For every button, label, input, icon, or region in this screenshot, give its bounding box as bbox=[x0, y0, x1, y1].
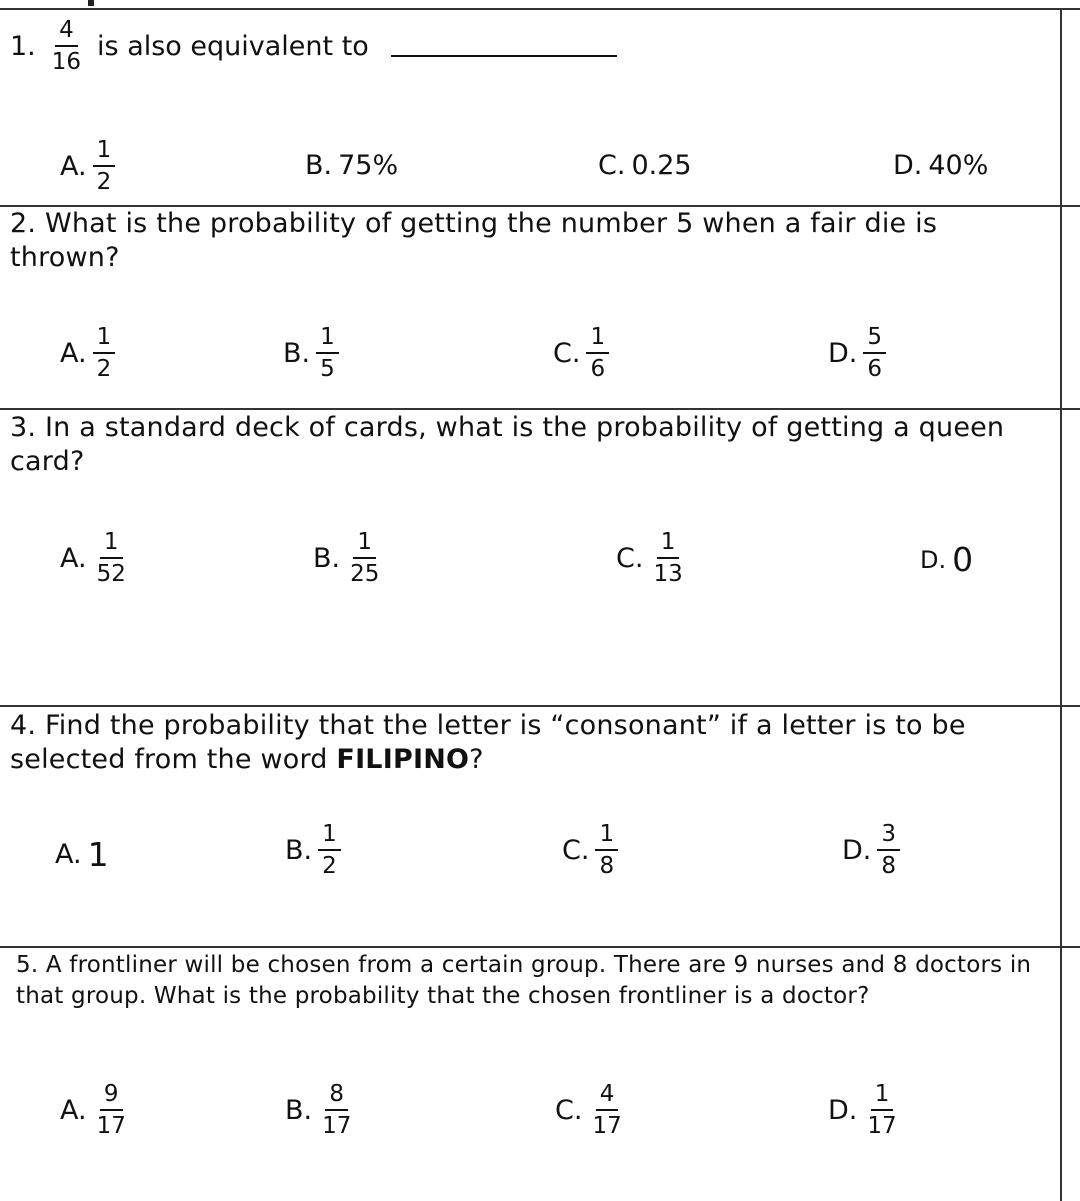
q3-choice-d[interactable]: D. 0 bbox=[920, 540, 974, 579]
question-text: is also equivalent to bbox=[97, 30, 369, 62]
question-fraction: $\frac{4}{16}$ bbox=[51, 17, 82, 75]
question-number: 1. bbox=[10, 30, 36, 62]
q3-choice-c[interactable]: C. $\frac{1}{13}$ bbox=[616, 529, 683, 587]
q2-choice-b[interactable]: B. $\frac{1}{5}$ bbox=[283, 325, 339, 381]
q5-choice-b[interactable]: B. $\frac{8}{17}$ bbox=[285, 1081, 352, 1139]
q5-choice-a[interactable]: A. $\frac{9}{17}$ bbox=[60, 1081, 126, 1139]
q2-choice-d[interactable]: D. $\frac{5}{6}$ bbox=[828, 325, 886, 381]
q4-choice-b[interactable]: B. $\frac{1}{2}$ bbox=[285, 822, 341, 878]
q5-choice-c[interactable]: C. $\frac{4}{17}$ bbox=[555, 1081, 622, 1139]
q3-choice-b[interactable]: B. $\frac{1}{25}$ bbox=[313, 529, 380, 587]
q2-choice-c[interactable]: C. $\frac{1}{6}$ bbox=[553, 325, 609, 381]
divider-3 bbox=[0, 705, 1080, 707]
question-1 bbox=[10, 18, 617, 74]
question-5: 5. A frontliner will be chosen from a certain group. There are 9 nurses and 8 doctors in that group. What is the probability that the chosen frontliner is a doctor? bbox=[16, 952, 1032, 1009]
q3-choice-a[interactable]: A. $\frac{1}{52}$ bbox=[60, 529, 126, 587]
answer-blank bbox=[391, 35, 617, 57]
q4-choice-c[interactable]: C. $\frac{1}{8}$ bbox=[562, 822, 618, 878]
right-border bbox=[1060, 8, 1062, 1201]
q2-choice-a[interactable]: A. $\frac{1}{2}$ bbox=[60, 325, 115, 381]
question-4: 4. Find the probability that the letter is “consonant” if a letter is to be selected from the word FILIPINO? bbox=[10, 710, 966, 775]
q4-choice-a[interactable]: A. 1 bbox=[55, 835, 109, 874]
q4-choice-d[interactable]: D. $\frac{3}{8}$ bbox=[842, 822, 900, 878]
bold-word: FILIPINO bbox=[336, 744, 470, 775]
divider-2 bbox=[0, 408, 1080, 410]
divider-4 bbox=[0, 946, 1080, 948]
q5-choice-d[interactable]: D. $\frac{1}{17}$ bbox=[828, 1081, 897, 1139]
question-3: 3. In a standard deck of cards, what is the probability of getting a queen card? bbox=[10, 412, 1005, 477]
q1-choice-b[interactable]: B. 75% bbox=[305, 150, 399, 181]
q1-choice-a[interactable]: A. $\frac{1}{2}$ bbox=[60, 138, 115, 194]
q1-choice-c[interactable]: C. 0.25 bbox=[598, 150, 692, 181]
divider-top bbox=[0, 8, 1080, 10]
top-mark bbox=[88, 0, 94, 6]
q1-choice-d[interactable]: D. 40% bbox=[893, 150, 989, 181]
question-2: 2. What is the probability of getting the number 5 when a fair die is thrown? bbox=[10, 208, 938, 273]
